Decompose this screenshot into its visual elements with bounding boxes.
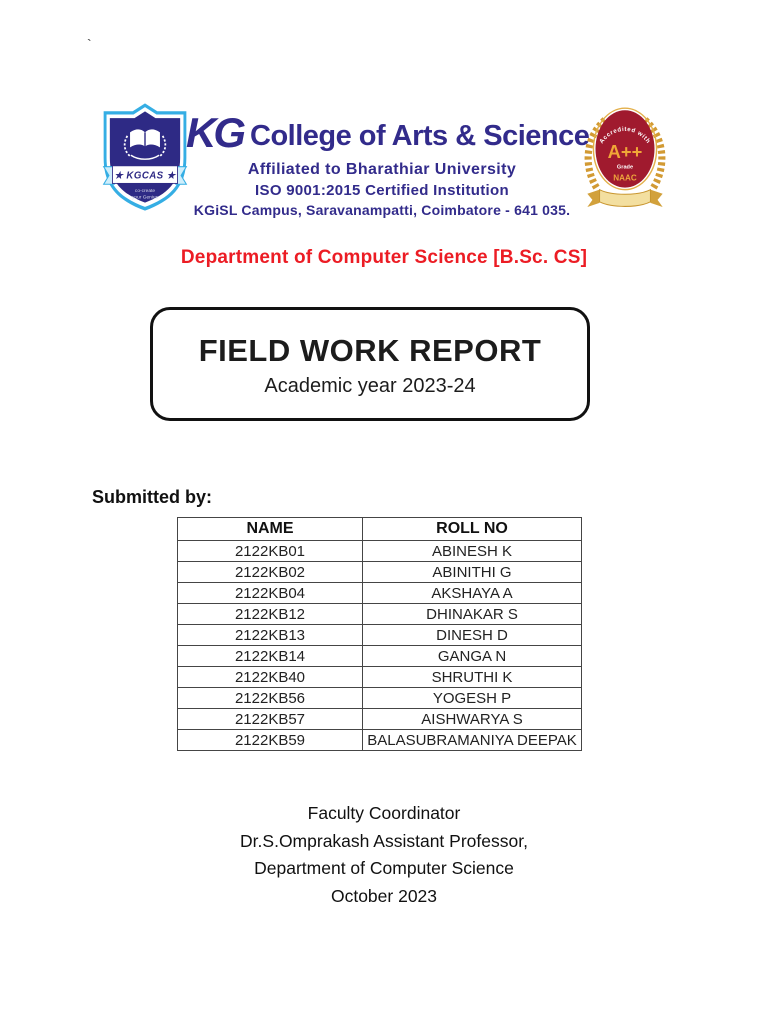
cell-name: AKSHAYA A bbox=[363, 583, 582, 604]
students-table bbox=[177, 517, 582, 751]
cell-roll: 2122KB40 bbox=[178, 667, 363, 688]
cell-name: YOGESH P bbox=[363, 688, 582, 709]
ribbon-tail-left bbox=[587, 190, 599, 207]
cell-name: SHRUTHI K bbox=[363, 667, 582, 688]
cell-name: BALASUBRAMANIYA DEEPAK bbox=[363, 730, 582, 751]
college-name bbox=[186, 109, 590, 159]
report-date: October 2023 bbox=[330, 885, 438, 906]
table-header-row bbox=[178, 518, 582, 541]
table-row bbox=[178, 562, 582, 583]
college-header bbox=[186, 109, 590, 218]
cell-roll: 2122KB57 bbox=[178, 709, 363, 730]
cell-roll: 2122KB12 bbox=[178, 604, 363, 625]
kg-logotype: KG bbox=[186, 109, 243, 156]
ribbon-tail-right bbox=[650, 190, 662, 207]
table-row bbox=[178, 604, 582, 625]
cell-name: DHINAKAR S bbox=[363, 604, 582, 625]
cell-roll: 2122KB02 bbox=[178, 562, 363, 583]
cell-name: ABINITHI G bbox=[363, 562, 582, 583]
cell-roll: 2122KB56 bbox=[178, 688, 363, 709]
table-row bbox=[178, 583, 582, 604]
table-row bbox=[178, 667, 582, 688]
department-name: Department of Computer Science bbox=[254, 858, 514, 878]
table-row bbox=[178, 688, 582, 709]
cell-roll: 2122KB13 bbox=[178, 625, 363, 646]
table-row bbox=[178, 646, 582, 667]
campus-address-line: KGiSL Campus, Saravanampatti, Coimbatore - 641 035. bbox=[193, 202, 571, 218]
table-row bbox=[178, 709, 582, 730]
cell-roll: 2122KB01 bbox=[178, 541, 363, 562]
cell-name: DINESH D bbox=[363, 625, 582, 646]
table-row bbox=[178, 730, 582, 751]
college-logo-icon bbox=[101, 98, 189, 216]
table-row bbox=[178, 541, 582, 562]
logo-tagline-1: co-create bbox=[134, 189, 156, 195]
academic-year: Academic year 2023-24 bbox=[264, 375, 476, 397]
coordinator-name: Dr.S.Omprakash Assistant Professor, bbox=[240, 830, 528, 851]
affiliation-line: Affiliated to Bharathiar University bbox=[247, 161, 517, 178]
cell-roll: 2122KB14 bbox=[178, 646, 363, 667]
cell-name: AISHWARYA S bbox=[363, 709, 582, 730]
table-row bbox=[178, 625, 582, 646]
stray-backtick: ` bbox=[87, 36, 92, 52]
cell-name: GANGA N bbox=[363, 646, 582, 667]
certification-line: ISO 9001:2015 Certified Institution bbox=[255, 182, 509, 199]
report-title: FIELD WORK REPORT bbox=[198, 333, 542, 368]
cell-name: ABINESH K bbox=[363, 541, 582, 562]
naac-agency-label: NAAC bbox=[613, 173, 637, 183]
cell-roll: 2122KB04 bbox=[178, 583, 363, 604]
logo-tagline-2: your Genius bbox=[131, 195, 159, 201]
college-name-text: College of Arts & Science bbox=[250, 120, 590, 152]
naac-grade-value: A++ bbox=[607, 141, 643, 163]
submitted-by-label: Submitted by: bbox=[92, 487, 212, 507]
column-header-name: NAME bbox=[178, 518, 363, 541]
department-line: Department of Computer Science [B.Sc. CS] bbox=[180, 247, 588, 268]
footer-block bbox=[0, 800, 768, 910]
ribbon-band bbox=[600, 190, 651, 207]
faculty-coordinator-label: Faculty Coordinator bbox=[307, 803, 461, 823]
report-title-box bbox=[150, 307, 590, 421]
accredited-with-text: Accredited with bbox=[598, 125, 652, 146]
naac-grade-label: Grade bbox=[616, 164, 634, 171]
cell-roll: 2122KB59 bbox=[178, 730, 363, 751]
logo-banner-text: ★ KGCAS ★ bbox=[114, 170, 176, 182]
column-header-rollno: ROLL NO bbox=[363, 518, 582, 541]
naac-accreditation-badge-icon bbox=[579, 96, 671, 210]
